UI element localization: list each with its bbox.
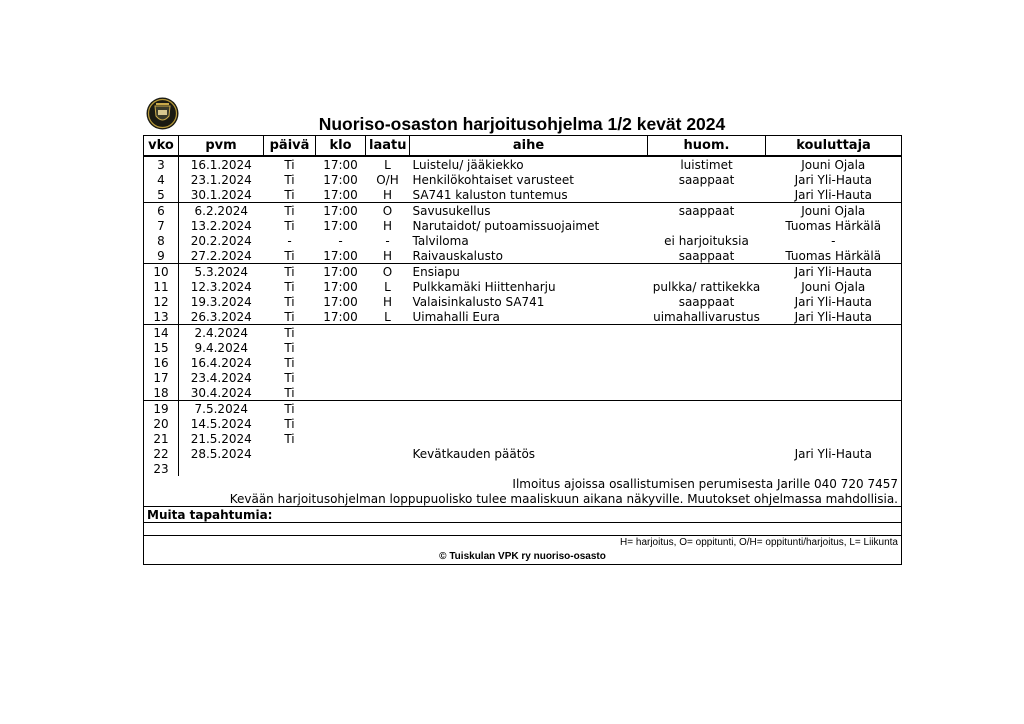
cell-paiva: Ti <box>284 218 295 233</box>
cell-vko: 5 <box>144 187 179 203</box>
cell-pvm: 30.1.2024 <box>190 187 252 202</box>
cell-laatu: L <box>384 309 391 324</box>
table-row <box>144 248 902 264</box>
cell-vko: 23 <box>144 461 179 476</box>
cell-kouluttaja: Tuomas Härkälä <box>766 248 902 264</box>
cell-laatu: H <box>382 248 393 263</box>
cell-klo <box>316 431 366 446</box>
cell-paiva: Ti <box>284 355 295 370</box>
cell-laatu: O/H <box>376 172 399 187</box>
cell-pvm: 7.5.2024 <box>179 401 264 417</box>
cell-klo <box>316 355 366 370</box>
cell-vko: 4 <box>144 172 179 187</box>
header-vko: vko <box>144 136 179 157</box>
cell-aihe: Henkilökohtaiset varusteet <box>412 172 574 187</box>
cell-vko: 18 <box>144 385 179 401</box>
cell-pvm: 2.4.2024 <box>179 325 264 341</box>
table-row <box>144 218 902 233</box>
cell-huom <box>648 416 766 431</box>
table-row <box>144 416 902 431</box>
header-klo: klo <box>316 136 366 157</box>
cell-vko: 13 <box>144 309 179 325</box>
cell-laatu <box>366 340 410 355</box>
header-huom: huom. <box>648 136 766 157</box>
table-row <box>144 264 902 280</box>
cell-paiva: Ti <box>284 431 295 446</box>
cell-huom <box>648 218 766 233</box>
cell-huom: saappaat <box>678 294 735 309</box>
cell-huom: saappaat <box>678 248 735 263</box>
cell-kouluttaja: Jouni Ojala <box>766 156 902 172</box>
spring-notice-row <box>144 491 902 507</box>
cell-kouluttaja: Jari Yli-Hauta <box>766 446 902 461</box>
legend-row <box>144 536 902 551</box>
table-row <box>144 325 902 341</box>
cell-laatu <box>366 370 410 385</box>
cell-aihe: Narutaidot/ putoamissuojaimet <box>412 218 600 233</box>
table-header-row <box>144 136 902 157</box>
cell-pvm: 27.2.2024 <box>190 248 252 263</box>
cell-paiva <box>264 446 316 461</box>
cell-aihe: Ensiapu <box>410 264 648 280</box>
blank-cell <box>144 523 902 536</box>
cell-vko: 8 <box>144 233 179 248</box>
cell-laatu <box>366 355 410 370</box>
cell-aihe <box>410 325 648 341</box>
cell-vko: 20 <box>144 416 179 431</box>
table-row <box>144 401 902 417</box>
cell-paiva <box>264 461 316 476</box>
cell-paiva: Ti <box>264 325 316 341</box>
cancel-notice: Ilmoitus ajoissa osallistumisen perumisesta Jarille 040 720 7457 <box>144 476 902 491</box>
cell-kouluttaja <box>766 370 902 385</box>
cell-aihe: Savusukellus <box>410 203 648 219</box>
header-laatu: laatu <box>366 136 410 157</box>
cell-paiva: Ti <box>284 279 295 294</box>
cell-vko: 3 <box>144 156 179 172</box>
cell-paiva: - <box>287 233 292 248</box>
copyright-text: © Tuiskulan VPK ry nuoriso-osasto <box>144 550 902 565</box>
cell-huom: pulkka/ rattikekka <box>652 279 761 294</box>
cell-kouluttaja: Jari Yli-Hauta <box>766 187 902 203</box>
cell-kouluttaja <box>766 325 902 341</box>
table-row <box>144 431 902 446</box>
table-row <box>144 340 902 355</box>
cell-huom <box>648 325 766 341</box>
cell-laatu: L <box>384 157 391 172</box>
cell-vko: 12 <box>144 294 179 309</box>
schedule-table <box>143 135 902 565</box>
schedule-rows <box>144 156 902 476</box>
cell-pvm: 13.2.2024 <box>190 218 252 233</box>
cell-klo <box>316 416 366 431</box>
cell-pvm: 16.4.2024 <box>190 355 252 370</box>
cell-huom <box>648 431 766 446</box>
cell-klo <box>316 401 366 417</box>
other-events-row <box>144 507 902 523</box>
cell-kouluttaja: Jari Yli-Hauta <box>766 172 902 187</box>
cell-huom <box>648 340 766 355</box>
cell-vko: 17 <box>144 370 179 385</box>
cell-kouluttaja: Jouni Ojala <box>766 279 902 294</box>
cell-vko: 7 <box>144 218 179 233</box>
table-row <box>144 446 902 461</box>
cell-klo: 17:00 <box>316 203 366 219</box>
cell-paiva: Ti <box>264 203 316 219</box>
spring-notice: Kevään harjoitusohjelman loppupuolisko tulee maaliskuun aikana näkyville. Muutokset ohjelmassa mahdollisia. <box>144 491 902 507</box>
cell-vko: 14 <box>144 325 179 341</box>
cell-paiva: Ti <box>284 385 295 400</box>
table-row <box>144 309 902 325</box>
cell-aihe: Pulkkamäki Hiittenharju <box>412 279 556 294</box>
cell-pvm: 14.5.2024 <box>190 416 252 431</box>
cell-kouluttaja <box>766 401 902 417</box>
cell-aihe: Kevätkauden päätös <box>412 446 536 461</box>
cell-vko: 19 <box>144 401 179 417</box>
cell-huom <box>648 385 766 401</box>
cell-laatu: L <box>384 279 391 294</box>
cell-klo: 17:00 <box>323 157 358 172</box>
cell-pvm: 9.4.2024 <box>194 340 248 355</box>
cell-laatu: - <box>385 233 390 248</box>
table-row <box>144 187 902 203</box>
cell-laatu <box>366 401 410 417</box>
cell-aihe <box>410 431 648 446</box>
header-pvm: pvm <box>179 136 264 157</box>
cell-huom <box>648 446 766 461</box>
cell-aihe: Talviloma <box>412 233 469 248</box>
cell-paiva: Ti <box>284 416 295 431</box>
cell-laatu: O <box>366 203 410 219</box>
cell-aihe <box>410 416 648 431</box>
cell-laatu <box>366 416 410 431</box>
table-footer <box>144 476 902 565</box>
cell-huom <box>648 355 766 370</box>
cell-pvm: 30.4.2024 <box>190 385 252 400</box>
cell-klo <box>316 446 366 461</box>
cell-kouluttaja <box>766 340 902 355</box>
cell-aihe <box>410 370 648 385</box>
cell-pvm: 6.2.2024 <box>179 203 264 219</box>
table-row <box>144 203 902 219</box>
table-row <box>144 233 902 248</box>
cell-huom <box>648 401 766 417</box>
cell-klo: 17:00 <box>323 187 358 202</box>
cell-vko: 15 <box>144 340 179 355</box>
cell-laatu: O <box>366 264 410 280</box>
cell-vko: 21 <box>144 431 179 446</box>
cell-laatu <box>366 446 410 461</box>
cell-huom <box>648 264 766 280</box>
table-row <box>144 370 902 385</box>
cell-aihe <box>410 401 648 417</box>
cell-aihe: SA741 kaluston tuntemus <box>412 187 568 202</box>
cell-paiva: Ti <box>264 264 316 280</box>
cell-kouluttaja: - <box>766 233 902 248</box>
cell-klo <box>316 370 366 385</box>
cell-pvm <box>179 461 264 476</box>
cell-aihe: Valaisinkalusto SA741 <box>412 294 545 309</box>
cell-laatu <box>366 461 410 476</box>
cell-klo: 17:00 <box>323 172 358 187</box>
cell-pvm: 12.3.2024 <box>190 279 252 294</box>
cell-kouluttaja: Jari Yli-Hauta <box>766 294 902 309</box>
cell-paiva: Ti <box>284 370 295 385</box>
cell-aihe: Luistelu/ jääkiekko <box>412 157 524 172</box>
cell-vko: 22 <box>144 446 179 461</box>
document-title: Nuoriso-osaston harjoitusohjelma 1/2 kevät 2024 <box>318 114 726 134</box>
cell-kouluttaja: Tuomas Härkälä <box>766 218 902 233</box>
cell-paiva: Ti <box>284 172 295 187</box>
cell-paiva: Ti <box>284 309 295 324</box>
cell-kouluttaja <box>766 355 902 370</box>
cell-vko: 11 <box>144 279 179 294</box>
cell-pvm: 5.3.2024 <box>179 264 264 280</box>
cell-kouluttaja: Jari Yli-Hauta <box>766 264 902 280</box>
cell-klo <box>316 385 366 401</box>
cell-laatu: H <box>382 218 393 233</box>
table-row <box>144 355 902 370</box>
table-row <box>144 279 902 294</box>
cell-aihe: Uimahalli Eura <box>412 309 500 324</box>
cell-pvm: 23.4.2024 <box>190 370 252 385</box>
cell-klo <box>316 461 366 476</box>
table-row <box>144 172 902 187</box>
cell-klo: 17:00 <box>316 264 366 280</box>
cell-paiva: Ti <box>284 187 295 202</box>
cell-klo: 17:00 <box>323 248 358 263</box>
cell-huom: saappaat <box>648 203 766 219</box>
copyright-row <box>144 550 902 565</box>
cell-paiva: Ti <box>284 157 295 172</box>
blank-row <box>144 523 902 536</box>
cell-klo: 17:00 <box>323 294 358 309</box>
cell-huom: ei harjoituksia <box>664 233 749 248</box>
cell-kouluttaja: Jouni Ojala <box>766 203 902 219</box>
cell-paiva: Ti <box>284 294 295 309</box>
cell-klo <box>316 325 366 341</box>
other-events-label: Muita tapahtumia: <box>144 507 902 523</box>
cell-klo <box>316 340 366 355</box>
cell-huom: saappaat <box>678 172 735 187</box>
cell-huom <box>648 461 766 476</box>
header-kouluttaja: kouluttaja <box>766 136 902 157</box>
table-row <box>144 294 902 309</box>
cell-vko: 9 <box>144 248 179 264</box>
cell-laatu <box>366 431 410 446</box>
cell-klo: 17:00 <box>323 279 358 294</box>
cell-paiva: Ti <box>284 340 295 355</box>
cell-vko: 6 <box>144 203 179 219</box>
cell-pvm: 28.5.2024 <box>190 446 252 461</box>
cancel-notice-row <box>144 476 902 491</box>
cell-pvm: 23.1.2024 <box>190 172 252 187</box>
cell-pvm: 19.3.2024 <box>190 294 252 309</box>
cell-aihe <box>410 461 648 476</box>
cell-laatu <box>366 325 410 341</box>
cell-huom <box>648 187 766 203</box>
cell-kouluttaja <box>766 385 902 401</box>
cell-huom <box>648 370 766 385</box>
cell-aihe: Raivauskalusto <box>412 248 503 263</box>
cell-vko: 10 <box>144 264 179 280</box>
cell-laatu: H <box>382 294 393 309</box>
cell-kouluttaja: Jari Yli-Hauta <box>766 309 902 325</box>
cell-paiva: Ti <box>284 248 295 263</box>
cell-aihe <box>410 385 648 401</box>
cell-aihe <box>410 355 648 370</box>
cell-pvm: 16.1.2024 <box>190 157 252 172</box>
cell-aihe <box>410 340 648 355</box>
cell-laatu <box>366 385 410 401</box>
cell-klo: 17:00 <box>323 218 358 233</box>
cell-laatu: H <box>382 187 393 202</box>
cell-huom: uimahallivarustus <box>653 309 760 324</box>
table-row <box>144 461 902 476</box>
legend-text: H= harjoitus, O= oppitunti, O/H= oppitunti/harjoitus, L= Liikunta <box>144 536 902 551</box>
cell-kouluttaja <box>766 461 902 476</box>
cell-klo: 17:00 <box>323 309 358 324</box>
cell-pvm: 21.5.2024 <box>190 431 252 446</box>
cell-pvm: 26.3.2024 <box>190 309 252 324</box>
cell-huom: luistimet <box>680 157 733 172</box>
cell-pvm: 20.2.2024 <box>190 233 252 248</box>
cell-paiva: Ti <box>264 401 316 417</box>
header-paiva: päivä <box>264 136 316 157</box>
table-row <box>144 385 902 401</box>
table-row <box>144 156 902 172</box>
cell-kouluttaja <box>766 416 902 431</box>
cell-kouluttaja <box>766 431 902 446</box>
header-aihe: aihe <box>410 136 648 157</box>
cell-vko: 16 <box>144 355 179 370</box>
cell-klo: - <box>338 233 343 248</box>
